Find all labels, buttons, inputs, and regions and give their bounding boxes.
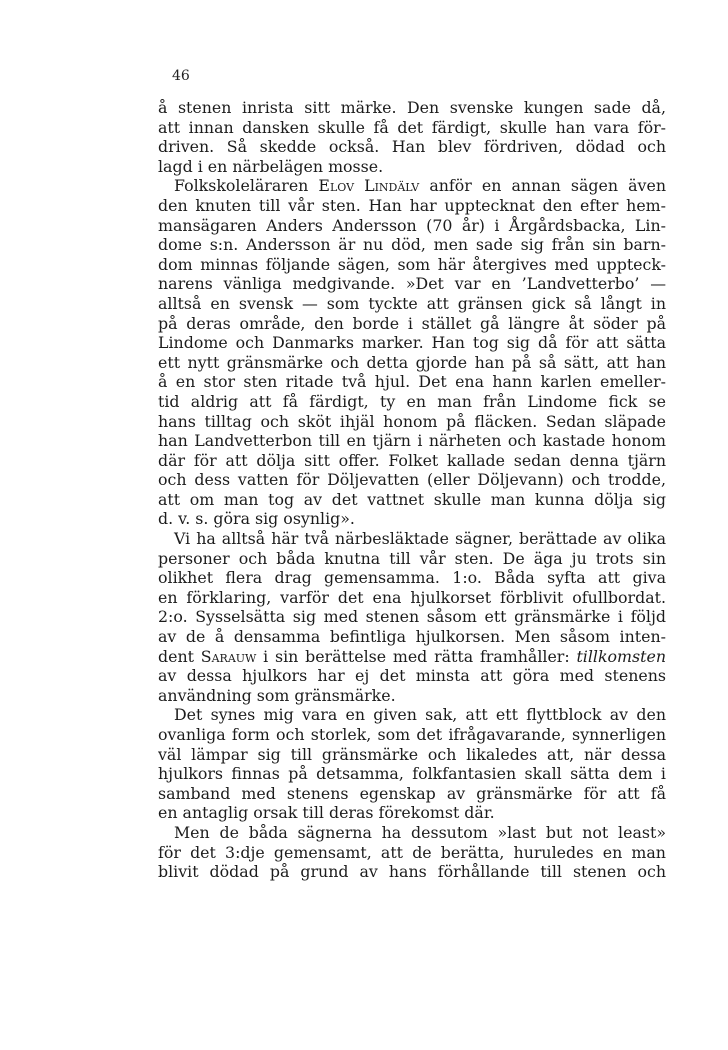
text-segment: narens vänliga medgivande. »Det var en ’Landvetterbo’ — [158,274,666,294]
text-line [158,490,666,510]
text-segment: olikhet flera drag gemensamma. 1:o. Båda syfta att giva [158,568,666,588]
text-segment: å en stor sten ritade två hjul. Det ena hann karlen emeller- [158,372,666,392]
text-segment: driven. Så skedde också. Han blev fördriven, dödad och [158,137,666,157]
text-line [158,843,666,863]
text-line [158,118,666,138]
text-segment: Det synes mig vara en given sak, att ett flyttblock av den [174,705,666,725]
text-line [158,666,666,686]
name-small-caps: Elov Lindälv [318,176,420,196]
text-segment: att om man tog av det vattnet skulle man kunna dölja sig [158,489,666,509]
name-small-caps: Sarauw [200,646,257,666]
text-line [158,647,666,667]
text-line [158,294,666,314]
text-line [158,470,666,490]
text-segment: anför en annan sägen även [419,176,666,196]
text-segment: han Landvetterbon till en tjärn i närheten och kastade honom [158,431,666,451]
text-line [158,216,666,236]
text-segment: alltså en svensk — som tyckte att gränsen gick så långt in [158,293,666,313]
text-line [158,98,666,118]
text-segment: dent [158,646,201,666]
text-segment: Lindome och Danmarks marker. Han tog sig då för att sätta [158,333,666,353]
text-segment: 2:o. Sysselsätta sig med stenen såsom ett gränsmärke i följd [158,607,666,627]
text-segment: en antaglig orsak till deras förekomst där. [158,803,495,823]
page-number: 46 [172,68,190,84]
text-segment: samband med stenens egenskap av gränsmärke för att få [158,783,666,803]
text-line [158,803,666,823]
text-line [158,862,666,882]
text-line [158,784,666,804]
text-line [158,333,666,353]
text-line [158,588,666,608]
text-line [158,176,666,196]
text-line [158,705,666,725]
text-segment: på deras område, den borde i stället gå längre åt söder på [158,313,666,333]
text-line [158,745,666,765]
text-segment: av de å densamma befintliga hjulkorsen. Men såsom inten- [158,627,666,647]
text-segment: för det 3:dje gemensamt, att de berätta, huruledes en man [158,842,666,862]
emphasis-italic: tillkomsten [576,646,666,666]
text-line [158,274,666,294]
text-segment: användning som gränsmärke. [158,685,396,705]
text-line [158,196,666,216]
text-segment: av dessa hjulkors har ej det minsta att göra med stenens [158,666,666,686]
text-line [158,823,666,843]
text-line [158,607,666,627]
text-segment: att innan dansken skulle få det färdigt, skulle han vara för- [158,117,666,137]
text-line [158,431,666,451]
text-segment: lagd i en närbelägen mosse. [158,156,384,176]
text-line [158,568,666,588]
text-segment: Vi ha alltså här två närbesläktade sägner, berättade av olika [174,529,666,549]
text-line [158,255,666,275]
text-segment: en förklaring, varför det ena hjulkorset förblivit ofullbordat. [158,587,666,607]
text-segment: väl lämpar sig till gränsmärke och likaledes att, när dessa [158,744,666,764]
text-segment: blivit dödad på grund av hans förhållande till stenen och [158,862,666,882]
text-segment: i sin berättelse med rätta framhåller: [256,646,577,666]
text-segment: hans tilltag och sköt ihjäl honom på fläcken. Sedan släpade [158,411,666,431]
text-segment: Folkskoleläraren [174,176,319,196]
text-segment: mansägaren Anders Andersson (70 år) i Årgårdsbacka, Lin- [158,215,666,235]
text-segment: å stenen inrista sitt märke. Den svenske kungen sade då, [158,98,666,117]
text-line [158,412,666,432]
text-segment: där för att dölja sitt offer. Folket kallade sedan denna tjärn [158,450,666,470]
text-line [158,509,666,529]
text-line [158,372,666,392]
text-segment: dome s:n. Andersson är nu död, men sade sig från sin barn- [158,235,666,255]
text-segment: ett nytt gränsmärke och detta gjorde han på så sätt, att han [158,352,666,372]
text-line [158,764,666,784]
text-line [158,157,666,177]
text-segment: den knuten till vår sten. Han har upptecknat den efter hem- [158,195,666,215]
body-text [158,98,666,882]
text-line [158,451,666,471]
text-line [158,353,666,373]
text-segment: tid aldrig att få färdigt, ty en man från Lindome fick se [158,391,666,411]
text-line [158,235,666,255]
text-line [158,529,666,549]
text-segment: och dess vatten för Döljevatten (eller Döljevann) och trodde, [158,470,666,490]
text-segment: d. v. s. göra sig osynlig». [158,509,355,529]
text-line [158,725,666,745]
text-segment: personer och båda knutna till vår sten. De äga ju trots sin [158,548,666,568]
text-line [158,686,666,706]
text-segment: dom minnas följande sägen, som här återgives med uppteck- [158,254,666,274]
text-line [158,137,666,157]
text-line [158,549,666,569]
text-line [158,314,666,334]
text-line [158,392,666,412]
text-segment: hjulkors finnas på detsamma, folkfantasien skall sätta dem i [158,764,666,784]
text-segment: Men de båda sägnerna ha dessutom »last but not least» [174,822,666,842]
text-line [158,627,666,647]
text-segment: ovanliga form och storlek, som det ifrågavarande, synnerligen [158,725,666,744]
